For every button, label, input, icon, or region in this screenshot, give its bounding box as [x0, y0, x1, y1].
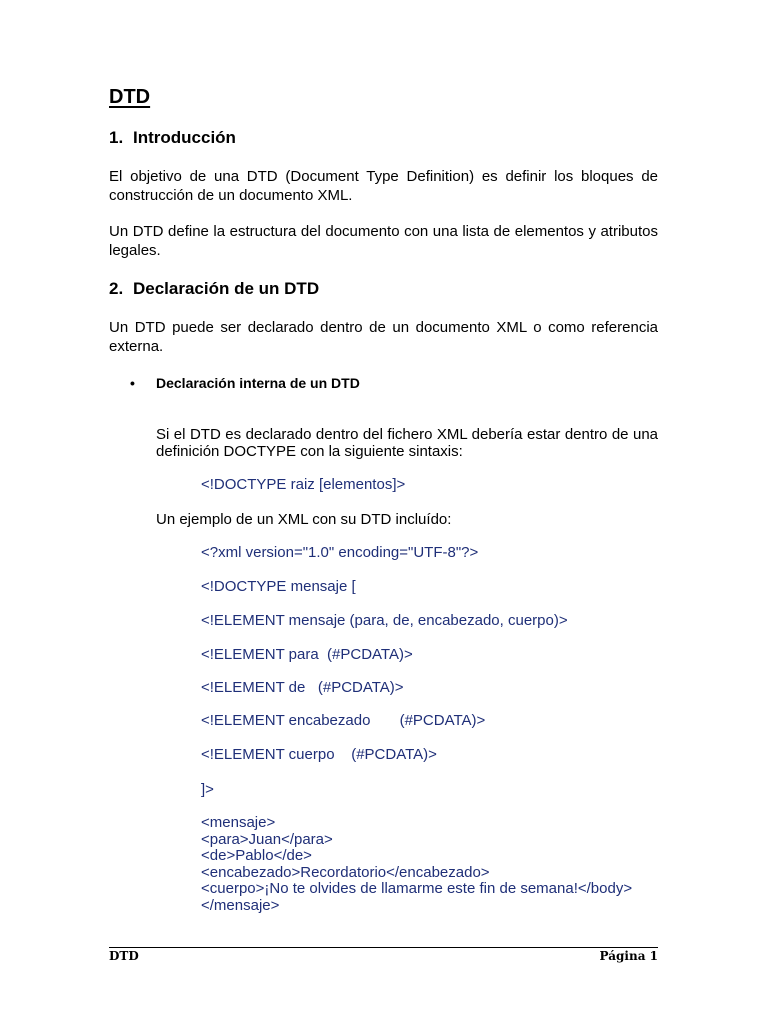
bullet-item: [130, 375, 360, 391]
code-line: ]>: [201, 781, 214, 798]
internal-dtd-paragraph: Si el DTD es declarado dentro del fichero XML debería estar dentro de una definición DOCTYPE con la siguiente sintaxis:: [156, 426, 658, 460]
xml-line: <cuerpo>¡No te olvides de llamarme este fin de semana!</body>: [201, 880, 633, 898]
bullet-label: Declaración interna de un DTD: [156, 375, 360, 391]
intro-paragraph-1: El objetivo de una DTD (Document Type Definition) es definir los bloques de construcción de un documento XML.: [109, 168, 658, 204]
xml-line: <de>Pablo</de>: [201, 847, 312, 865]
page-number: Página 1: [599, 949, 658, 963]
code-line: <!ELEMENT de (#PCDATA)>: [201, 679, 404, 696]
section-1-heading: [109, 128, 236, 148]
example-intro: Un ejemplo de un XML con su DTD incluído:: [156, 511, 452, 528]
declaration-paragraph: Un DTD puede ser declarado dentro de un documento XML o como referencia externa.: [109, 319, 658, 355]
footer-divider: [109, 947, 658, 948]
code-line: <!ELEMENT encabezado (#PCDATA)>: [201, 712, 486, 729]
section-1-title: Introducción: [133, 128, 236, 147]
xml-line: </mensaje>: [201, 896, 280, 914]
xml-example-block: [201, 815, 632, 915]
intro-paragraph-2: Un DTD define la estructura del documento con una lista de elementos y atributos legales.: [109, 223, 658, 259]
section-2-number: 2.: [109, 279, 124, 298]
xml-line: <encabezado>Recordatorio</encabezado>: [201, 863, 490, 881]
section-2-title: Declaración de un DTD: [133, 279, 320, 298]
footer-title: DTD: [109, 949, 139, 963]
code-line: <!DOCTYPE mensaje [: [201, 578, 356, 595]
code-line: <!ELEMENT cuerpo (#PCDATA)>: [201, 746, 437, 763]
xml-line: <para>Juan</para>: [201, 830, 333, 848]
bullet-icon: •: [130, 375, 135, 391]
code-line: <!ELEMENT mensaje (para, de, encabezado, cuerpo)>: [201, 612, 568, 629]
code-line: <!ELEMENT para (#PCDATA)>: [201, 646, 413, 663]
section-1-number: 1.: [109, 128, 124, 147]
code-line: <?xml version="1.0" encoding="UTF-8"?>: [201, 544, 479, 561]
doctype-syntax: <!DOCTYPE raiz [elementos]>: [201, 476, 406, 493]
document-title: DTD: [109, 86, 151, 108]
section-2-heading: [109, 279, 319, 299]
xml-line: <mensaje>: [201, 814, 276, 831]
